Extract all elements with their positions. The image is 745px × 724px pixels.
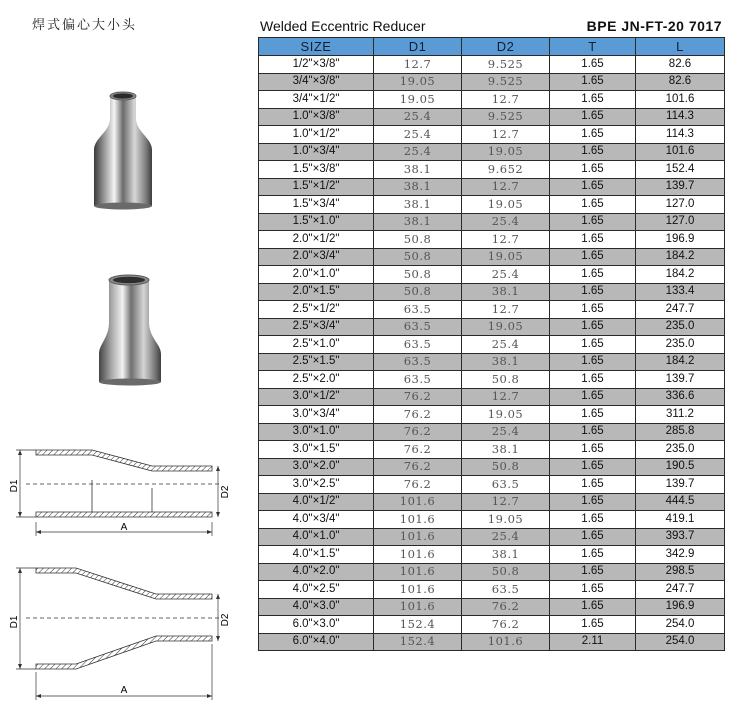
- cell-d2: 38.1: [462, 283, 550, 301]
- cell-l: 196.9: [636, 231, 725, 249]
- cell-size: 1.0"×3/8": [259, 108, 374, 126]
- cell-t: 1.65: [550, 336, 636, 354]
- cell-d1: 63.5: [374, 371, 462, 389]
- table-row: [259, 73, 725, 91]
- cell-size: 6.0"×4.0": [259, 633, 374, 651]
- cell-size: 4.0"×3.0": [259, 598, 374, 616]
- cell-d1: 50.8: [374, 248, 462, 266]
- cell-d1: 76.2: [374, 441, 462, 459]
- cell-d1: 63.5: [374, 301, 462, 319]
- cell-d1: 25.4: [374, 108, 462, 126]
- table-row: [259, 546, 725, 564]
- table-row: [259, 388, 725, 406]
- table-row: [259, 563, 725, 581]
- cell-l: 247.7: [636, 581, 725, 599]
- cell-l: 235.0: [636, 318, 725, 336]
- cell-l: 235.0: [636, 336, 725, 354]
- cell-t: 1.65: [550, 458, 636, 476]
- cell-d2: 25.4: [462, 528, 550, 546]
- cell-l: 190.5: [636, 458, 725, 476]
- cell-d1: 50.8: [374, 231, 462, 249]
- table-row: [259, 108, 725, 126]
- cell-size: 2.5"×2.0": [259, 371, 374, 389]
- cell-d2: 19.05: [462, 318, 550, 336]
- cell-size: 4.0"×3/4": [259, 511, 374, 529]
- cell-d2: 25.4: [462, 266, 550, 284]
- cell-l: 311.2: [636, 406, 725, 424]
- cell-l: 184.2: [636, 353, 725, 371]
- cell-size: 4.0"×1.5": [259, 546, 374, 564]
- cell-d1: 76.2: [374, 423, 462, 441]
- standard-code: BPE JN-FT-20 7017: [586, 18, 722, 34]
- table-row: [259, 633, 725, 651]
- cell-d1: 38.1: [374, 178, 462, 196]
- cell-d2: 19.05: [462, 406, 550, 424]
- cell-d2: 19.05: [462, 511, 550, 529]
- cell-l: 393.7: [636, 528, 725, 546]
- table-row: [259, 353, 725, 371]
- cell-l: 336.6: [636, 388, 725, 406]
- cell-size: 1.5"×1/2": [259, 178, 374, 196]
- col-header-l: L: [636, 38, 725, 56]
- table-row: [259, 616, 725, 634]
- cell-size: 4.0"×2.5": [259, 581, 374, 599]
- cell-l: 184.2: [636, 248, 725, 266]
- cell-size: 4.0"×2.0": [259, 563, 374, 581]
- cell-d1: 76.2: [374, 406, 462, 424]
- cell-d1: 101.6: [374, 528, 462, 546]
- cell-d2: 25.4: [462, 336, 550, 354]
- cell-d2: 50.8: [462, 371, 550, 389]
- cell-t: 1.65: [550, 266, 636, 284]
- cell-size: 2.5"×1/2": [259, 301, 374, 319]
- cell-t: 1.65: [550, 161, 636, 179]
- cell-l: 444.5: [636, 493, 725, 511]
- cell-size: 2.5"×1.5": [259, 353, 374, 371]
- cell-d1: 101.6: [374, 598, 462, 616]
- cell-size: 1.5"×3/4": [259, 196, 374, 214]
- cell-t: 1.65: [550, 441, 636, 459]
- cell-d1: 76.2: [374, 476, 462, 494]
- cell-d1: 152.4: [374, 633, 462, 651]
- table-row: [259, 248, 725, 266]
- cell-t: 1.65: [550, 371, 636, 389]
- cell-size: 2.5"×1.0": [259, 336, 374, 354]
- table-row: [259, 441, 725, 459]
- cell-t: 1.65: [550, 301, 636, 319]
- cell-l: 133.4: [636, 283, 725, 301]
- cell-t: 1.65: [550, 283, 636, 301]
- table-row: [259, 283, 725, 301]
- col-header-t: T: [550, 38, 636, 56]
- cell-d1: 101.6: [374, 493, 462, 511]
- cell-size: 3.0"×1/2": [259, 388, 374, 406]
- table-row: [259, 213, 725, 231]
- cell-l: 101.6: [636, 91, 725, 109]
- cell-d2: 38.1: [462, 353, 550, 371]
- cell-d2: 25.4: [462, 213, 550, 231]
- cell-t: 1.65: [550, 406, 636, 424]
- cell-l: 235.0: [636, 441, 725, 459]
- cell-d2: 76.2: [462, 616, 550, 634]
- cell-d1: 38.1: [374, 196, 462, 214]
- cell-d2: 12.7: [462, 301, 550, 319]
- cell-d1: 25.4: [374, 143, 462, 161]
- cell-d1: 63.5: [374, 353, 462, 371]
- cell-d2: 19.05: [462, 143, 550, 161]
- cell-l: 127.0: [636, 196, 725, 214]
- cell-d2: 63.5: [462, 476, 550, 494]
- cell-size: 3.0"×2.0": [259, 458, 374, 476]
- cell-t: 1.65: [550, 318, 636, 336]
- table-header-row: [259, 38, 725, 56]
- cell-size: 2.0"×1.5": [259, 283, 374, 301]
- cell-l: 139.7: [636, 178, 725, 196]
- table-row: [259, 458, 725, 476]
- table-row: [259, 528, 725, 546]
- table-row: [259, 301, 725, 319]
- cell-t: 1.65: [550, 511, 636, 529]
- diagram-bottom-d1-label: D1: [9, 615, 20, 629]
- cell-t: 1.65: [550, 108, 636, 126]
- cell-l: 196.9: [636, 598, 725, 616]
- cell-l: 285.8: [636, 423, 725, 441]
- cell-d1: 38.1: [374, 213, 462, 231]
- cell-d1: 63.5: [374, 336, 462, 354]
- cell-d2: 9.652: [462, 161, 550, 179]
- cell-l: 114.3: [636, 108, 725, 126]
- cell-size: 4.0"×1/2": [259, 493, 374, 511]
- cell-t: 1.65: [550, 353, 636, 371]
- table-row: [259, 598, 725, 616]
- cell-d2: 9.525: [462, 73, 550, 91]
- cell-d1: 50.8: [374, 266, 462, 284]
- cell-t: 1.65: [550, 56, 636, 74]
- diagram-top-d1-label: D1: [9, 479, 20, 493]
- cell-d1: 76.2: [374, 458, 462, 476]
- cell-t: 1.65: [550, 196, 636, 214]
- cell-size: 1.5"×3/8": [259, 161, 374, 179]
- diagram-bottom-d2-label: D2: [220, 613, 231, 627]
- cell-d2: 9.525: [462, 108, 550, 126]
- table-row: [259, 196, 725, 214]
- cell-t: 1.65: [550, 231, 636, 249]
- cell-size: 2.5"×3/4": [259, 318, 374, 336]
- cell-d1: 25.4: [374, 126, 462, 144]
- cell-d1: 101.6: [374, 511, 462, 529]
- cell-d2: 50.8: [462, 563, 550, 581]
- cell-d1: 19.05: [374, 73, 462, 91]
- cell-size: 2.0"×1/2": [259, 231, 374, 249]
- cell-l: 152.4: [636, 161, 725, 179]
- cell-d2: 38.1: [462, 441, 550, 459]
- cell-size: 2.0"×1.0": [259, 266, 374, 284]
- cell-t: 1.65: [550, 581, 636, 599]
- chinese-title: 焊式偏心大小头: [32, 18, 138, 33]
- cell-t: 1.65: [550, 91, 636, 109]
- cell-d2: 12.7: [462, 231, 550, 249]
- cell-d2: 101.6: [462, 633, 550, 651]
- diagram-top-a-label: A: [120, 522, 128, 533]
- spec-table: [258, 37, 725, 651]
- table-row: [259, 231, 725, 249]
- cell-d2: 9.525: [462, 56, 550, 74]
- cell-d1: 63.5: [374, 318, 462, 336]
- cell-d1: 38.1: [374, 161, 462, 179]
- table-heading: [258, 16, 724, 36]
- cell-size: 6.0"×3.0": [259, 616, 374, 634]
- cell-l: 247.7: [636, 301, 725, 319]
- cell-d2: 63.5: [462, 581, 550, 599]
- cell-t: 1.65: [550, 73, 636, 91]
- cell-d2: 12.7: [462, 493, 550, 511]
- cell-size: 3.0"×2.5": [259, 476, 374, 494]
- cell-l: 82.6: [636, 56, 725, 74]
- cell-d1: 101.6: [374, 563, 462, 581]
- cell-t: 1.65: [550, 178, 636, 196]
- table-row: [259, 126, 725, 144]
- cell-size: 2.0"×3/4": [259, 248, 374, 266]
- cell-size: 4.0"×1.0": [259, 528, 374, 546]
- cell-d2: 19.05: [462, 248, 550, 266]
- cell-l: 184.2: [636, 266, 725, 284]
- table-row: [259, 56, 725, 74]
- reducer-photo-long: [88, 88, 158, 210]
- cell-l: 139.7: [636, 371, 725, 389]
- cell-d1: 76.2: [374, 388, 462, 406]
- table-body: [259, 56, 725, 651]
- cell-t: 1.65: [550, 616, 636, 634]
- diagram-top-d2-label: D2: [220, 485, 231, 499]
- table-row: [259, 178, 725, 196]
- table-row: [259, 266, 725, 284]
- cell-l: 298.5: [636, 563, 725, 581]
- table-row: [259, 493, 725, 511]
- cell-d2: 38.1: [462, 546, 550, 564]
- cell-t: 1.65: [550, 598, 636, 616]
- table-row: [259, 143, 725, 161]
- table-row: [259, 581, 725, 599]
- english-title: Welded Eccentric Reducer: [260, 18, 426, 34]
- reducer-diagram-long: [6, 560, 232, 702]
- cell-d2: 25.4: [462, 423, 550, 441]
- cell-size: 1/2"×3/8": [259, 56, 374, 74]
- cell-l: 127.0: [636, 213, 725, 231]
- cell-d2: 12.7: [462, 91, 550, 109]
- reducer-photo-short: [95, 270, 165, 388]
- cell-l: 254.0: [636, 633, 725, 651]
- table-row: [259, 336, 725, 354]
- reducer-diagram-short: [6, 440, 232, 540]
- cell-d2: 12.7: [462, 388, 550, 406]
- cell-d2: 12.7: [462, 126, 550, 144]
- cell-d2: 19.05: [462, 196, 550, 214]
- cell-t: 1.65: [550, 563, 636, 581]
- cell-d2: 50.8: [462, 458, 550, 476]
- cell-l: 139.7: [636, 476, 725, 494]
- cell-size: 1.0"×3/4": [259, 143, 374, 161]
- cell-t: 1.65: [550, 528, 636, 546]
- cell-size: 3/4"×1/2": [259, 91, 374, 109]
- cell-size: 3.0"×1.5": [259, 441, 374, 459]
- cell-t: 1.65: [550, 476, 636, 494]
- cell-d2: 12.7: [462, 178, 550, 196]
- cell-size: 3.0"×3/4": [259, 406, 374, 424]
- cell-t: 1.65: [550, 143, 636, 161]
- table-row: [259, 91, 725, 109]
- cell-d1: 12.7: [374, 56, 462, 74]
- cell-d1: 50.8: [374, 283, 462, 301]
- cell-size: 1.0"×1/2": [259, 126, 374, 144]
- cell-t: 1.65: [550, 493, 636, 511]
- cell-l: 254.0: [636, 616, 725, 634]
- cell-l: 342.9: [636, 546, 725, 564]
- cell-t: 1.65: [550, 546, 636, 564]
- table-row: [259, 511, 725, 529]
- cell-l: 82.6: [636, 73, 725, 91]
- table-row: [259, 371, 725, 389]
- cell-t: 1.65: [550, 126, 636, 144]
- cell-d1: 152.4: [374, 616, 462, 634]
- cell-l: 101.6: [636, 143, 725, 161]
- diagram-bottom-a-label: A: [120, 685, 128, 696]
- cell-d2: 76.2: [462, 598, 550, 616]
- col-header-d1: D1: [374, 38, 462, 56]
- cell-t: 2.11: [550, 633, 636, 651]
- col-header-d2: D2: [462, 38, 550, 56]
- cell-l: 114.3: [636, 126, 725, 144]
- cell-t: 1.65: [550, 213, 636, 231]
- cell-t: 1.65: [550, 388, 636, 406]
- cell-size: 1.5"×1.0": [259, 213, 374, 231]
- col-header-size: SIZE: [259, 38, 374, 56]
- cell-d1: 101.6: [374, 581, 462, 599]
- cell-t: 1.65: [550, 423, 636, 441]
- cell-size: 3.0"×1.0": [259, 423, 374, 441]
- cell-l: 419.1: [636, 511, 725, 529]
- cell-d1: 101.6: [374, 546, 462, 564]
- table-row: [259, 318, 725, 336]
- cell-size: 3/4"×3/8": [259, 73, 374, 91]
- cell-t: 1.65: [550, 248, 636, 266]
- table-row: [259, 161, 725, 179]
- table-row: [259, 423, 725, 441]
- table-row: [259, 476, 725, 494]
- cell-d1: 19.05: [374, 91, 462, 109]
- table-row: [259, 406, 725, 424]
